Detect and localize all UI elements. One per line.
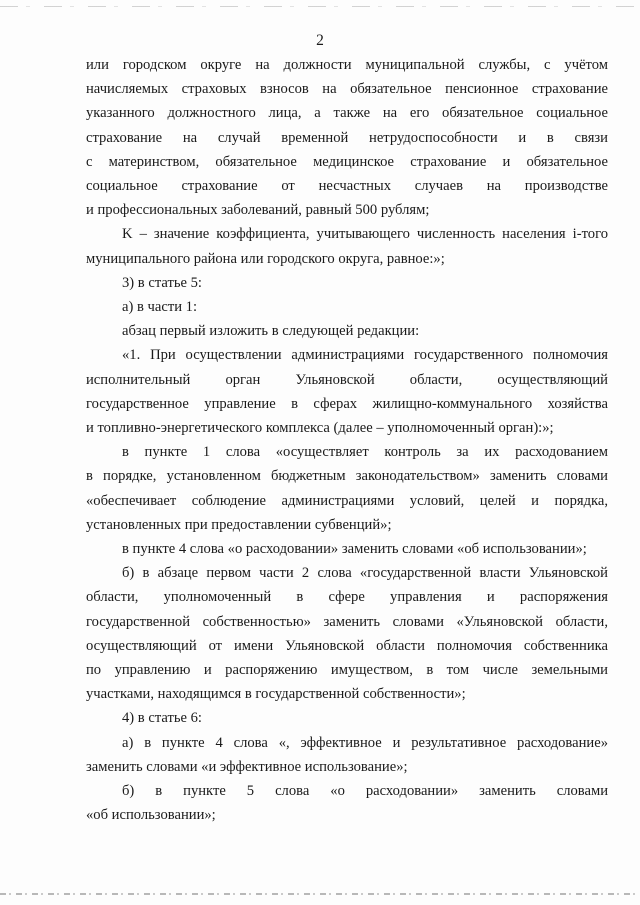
text-line: установленных при предоставлении субвенций»; — [86, 516, 392, 533]
text-line: абзац первый изложить в следующей редакции: — [122, 323, 420, 340]
text-line: K – значение коэффициента, учитывающего численность населения i-того — [122, 226, 608, 243]
text-line: в порядке, установленном бюджетным законодательством» заменить словами — [86, 468, 608, 485]
text-line: начисляемых страховых взносов на обязательное пенсионное страхование — [86, 81, 608, 98]
text-line: б) в абзаце первом части 2 слова «государственной власти Ульяновской — [122, 565, 608, 582]
text-line: 3) в статье 5: — [122, 274, 202, 291]
text-line: социальное страхование от несчастных случаев на производстве — [86, 178, 608, 195]
text-line: в пункте 4 слова «о расходовании» заменить словами «об использовании»; — [122, 541, 587, 558]
text-line: исполнительный орган Ульяновской области, осуществляющий — [86, 371, 608, 388]
text-line: страхование на случай временной нетрудоспособности и в связи — [86, 129, 608, 146]
text-line: 4) в статье 6: — [122, 710, 202, 727]
document-body — [86, 53, 608, 828]
text-line: а) в пункте 4 слова «, эффективное и результативное расходование» — [122, 734, 608, 751]
text-line: «1. При осуществлении администрациями государственного полномочия — [122, 347, 608, 364]
text-line: государственной собственностью» заменить словами «Ульяновской области, — [86, 613, 608, 630]
text-line: и профессиональных заболеваний, равный 500 рублям; — [86, 202, 430, 219]
text-line: области, уполномоченный в сфере управления и распоряжения — [86, 589, 608, 606]
text-line: а) в части 1: — [122, 299, 198, 316]
text-line: «обеспечивает соблюдение администрациями условий, целей и порядка, — [86, 492, 608, 509]
text-line: и топливно-энергетического комплекса (далее – уполномоченный орган):»; — [86, 420, 554, 437]
text-line: по управлению и распоряжению имуществом, в том числе земельными — [86, 662, 608, 679]
text-line: указанного должностного лица, а также на его обязательное социальное — [86, 105, 608, 122]
text-line: участками, находящимся в государственной собственности»; — [86, 686, 466, 703]
text-line: в пункте 1 слова «осуществляет контроль за их расходованием — [122, 444, 608, 461]
text-line: муниципального района или городского округа, равное:»; — [86, 250, 445, 267]
text-line: заменить словами «и эффективное использование»; — [86, 758, 408, 775]
scan-artifact-bottom — [0, 893, 640, 895]
text-line: «об использовании»; — [86, 807, 216, 824]
text-line: государственное управление в сферах жилищно-коммунального хозяйства — [86, 395, 608, 412]
text-line: с материнством, обязательное медицинское страхование и обязательное — [86, 153, 608, 170]
text-line: или городском округе на должности муниципальной службы, с учётом — [86, 57, 608, 73]
scan-artifact-top — [0, 6, 640, 7]
text-line: осуществляющий от имени Ульяновской области полномочия собственника — [86, 637, 608, 654]
text-line: б) в пункте 5 слова «о расходовании» заменить словами — [122, 783, 608, 800]
page-number: 2 — [316, 32, 324, 49]
